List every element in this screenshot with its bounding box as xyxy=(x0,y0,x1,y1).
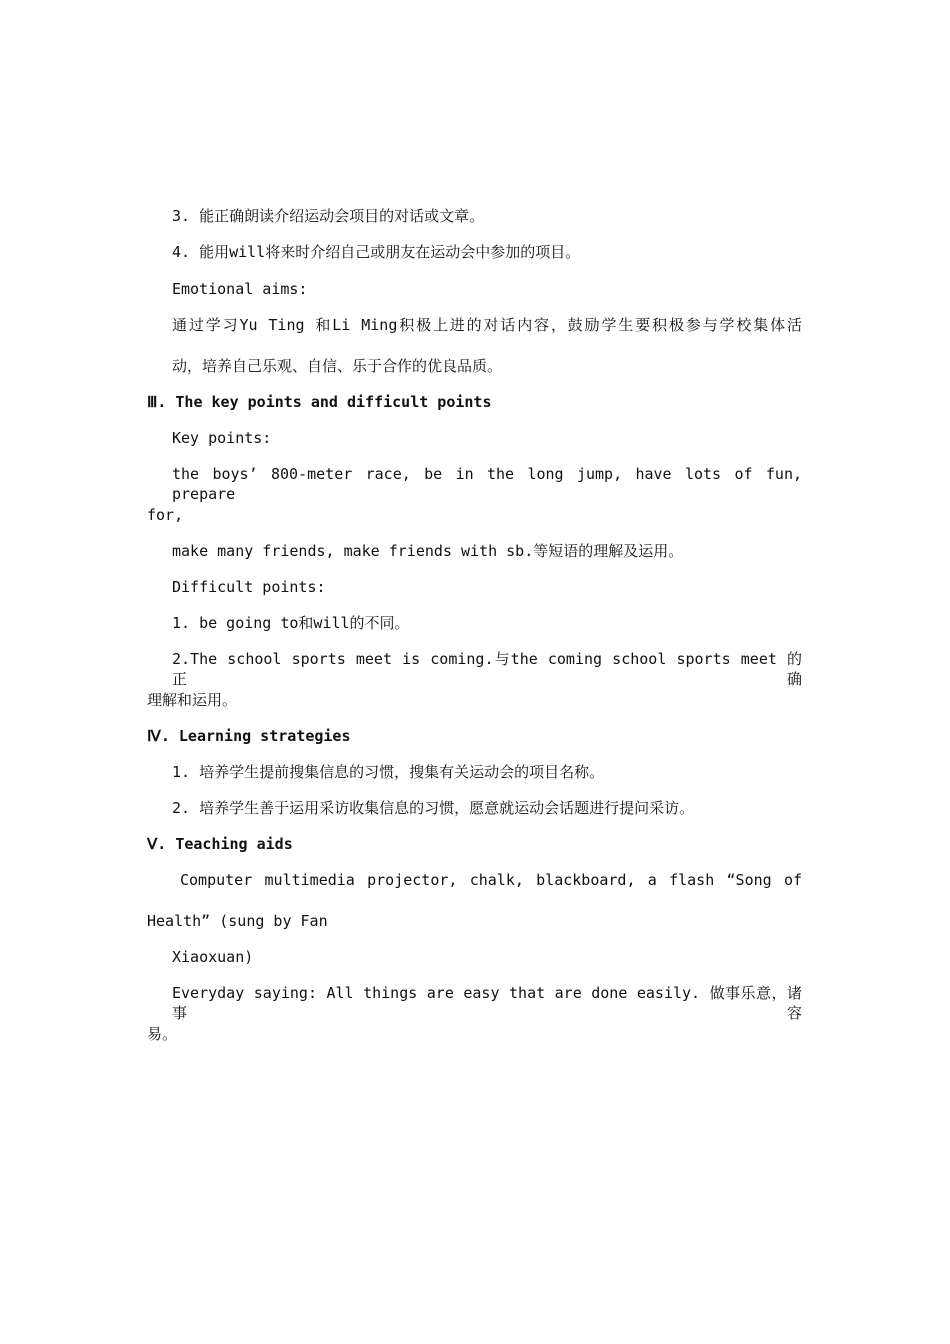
difficult-point-1: 1. be going to和will的不同。 xyxy=(172,614,410,632)
key-points-text-line1: the boys’ 800-meter race, be in the long jump, have lots of fun, prepare xyxy=(172,465,802,503)
teaching-aids-line3: Xiaoxuan) xyxy=(172,948,254,966)
section-heading-key-points: Ⅲ. The key points and difficult points xyxy=(147,393,492,411)
objective-item-3: 3. 能正确朗读介绍运动会项目的对话或文章。 xyxy=(172,207,485,225)
teaching-aids-line2: Health” (sung by Fan xyxy=(147,912,328,930)
everyday-saying-line2: 易。 xyxy=(147,1025,178,1043)
teaching-aids-line1: Computer multimedia projector, chalk, blackboard, a flash “Song of xyxy=(180,871,802,889)
section-heading-teaching-aids: Ⅴ. Teaching aids xyxy=(147,835,293,853)
difficult-points-label: Difficult points: xyxy=(172,578,326,596)
everyday-saying-line1: Everyday saying: All things are easy that are done easily. 做事乐意，诸事容 xyxy=(172,984,802,1022)
emotional-aims-label: Emotional aims: xyxy=(172,280,308,298)
difficult-point-2-line2: 理解和运用。 xyxy=(147,691,238,709)
section-heading-learning-strategies: Ⅳ. Learning strategies xyxy=(147,727,351,745)
key-points-label: Key points: xyxy=(172,429,272,447)
objective-item-4: 4. 能用will将来时介绍自己或朋友在运动会中参加的项目。 xyxy=(172,243,581,261)
emotional-aims-text-line1: 通过学习Yu Ting 和Li Ming积极上进的对话内容，鼓励学生要积极参与学校集体活 xyxy=(172,316,802,334)
emotional-aims-text-line2: 动，培养自己乐观、自信、乐于合作的优良品质。 xyxy=(172,357,503,375)
key-points-text-line3: make many friends, make friends with sb.等短语的理解及运用。 xyxy=(172,542,684,560)
difficult-point-2-line1: 2.The school sports meet is coming.与the coming school sports meet 的正确 xyxy=(172,650,802,688)
strategy-item-1: 1. 培养学生提前搜集信息的习惯，搜集有关运动会的项目名称。 xyxy=(172,763,605,781)
key-points-text-line2: for, xyxy=(147,506,184,524)
strategy-item-2: 2. 培养学生善于运用采访收集信息的习惯，愿意就运动会话题进行提问采访。 xyxy=(172,799,695,817)
